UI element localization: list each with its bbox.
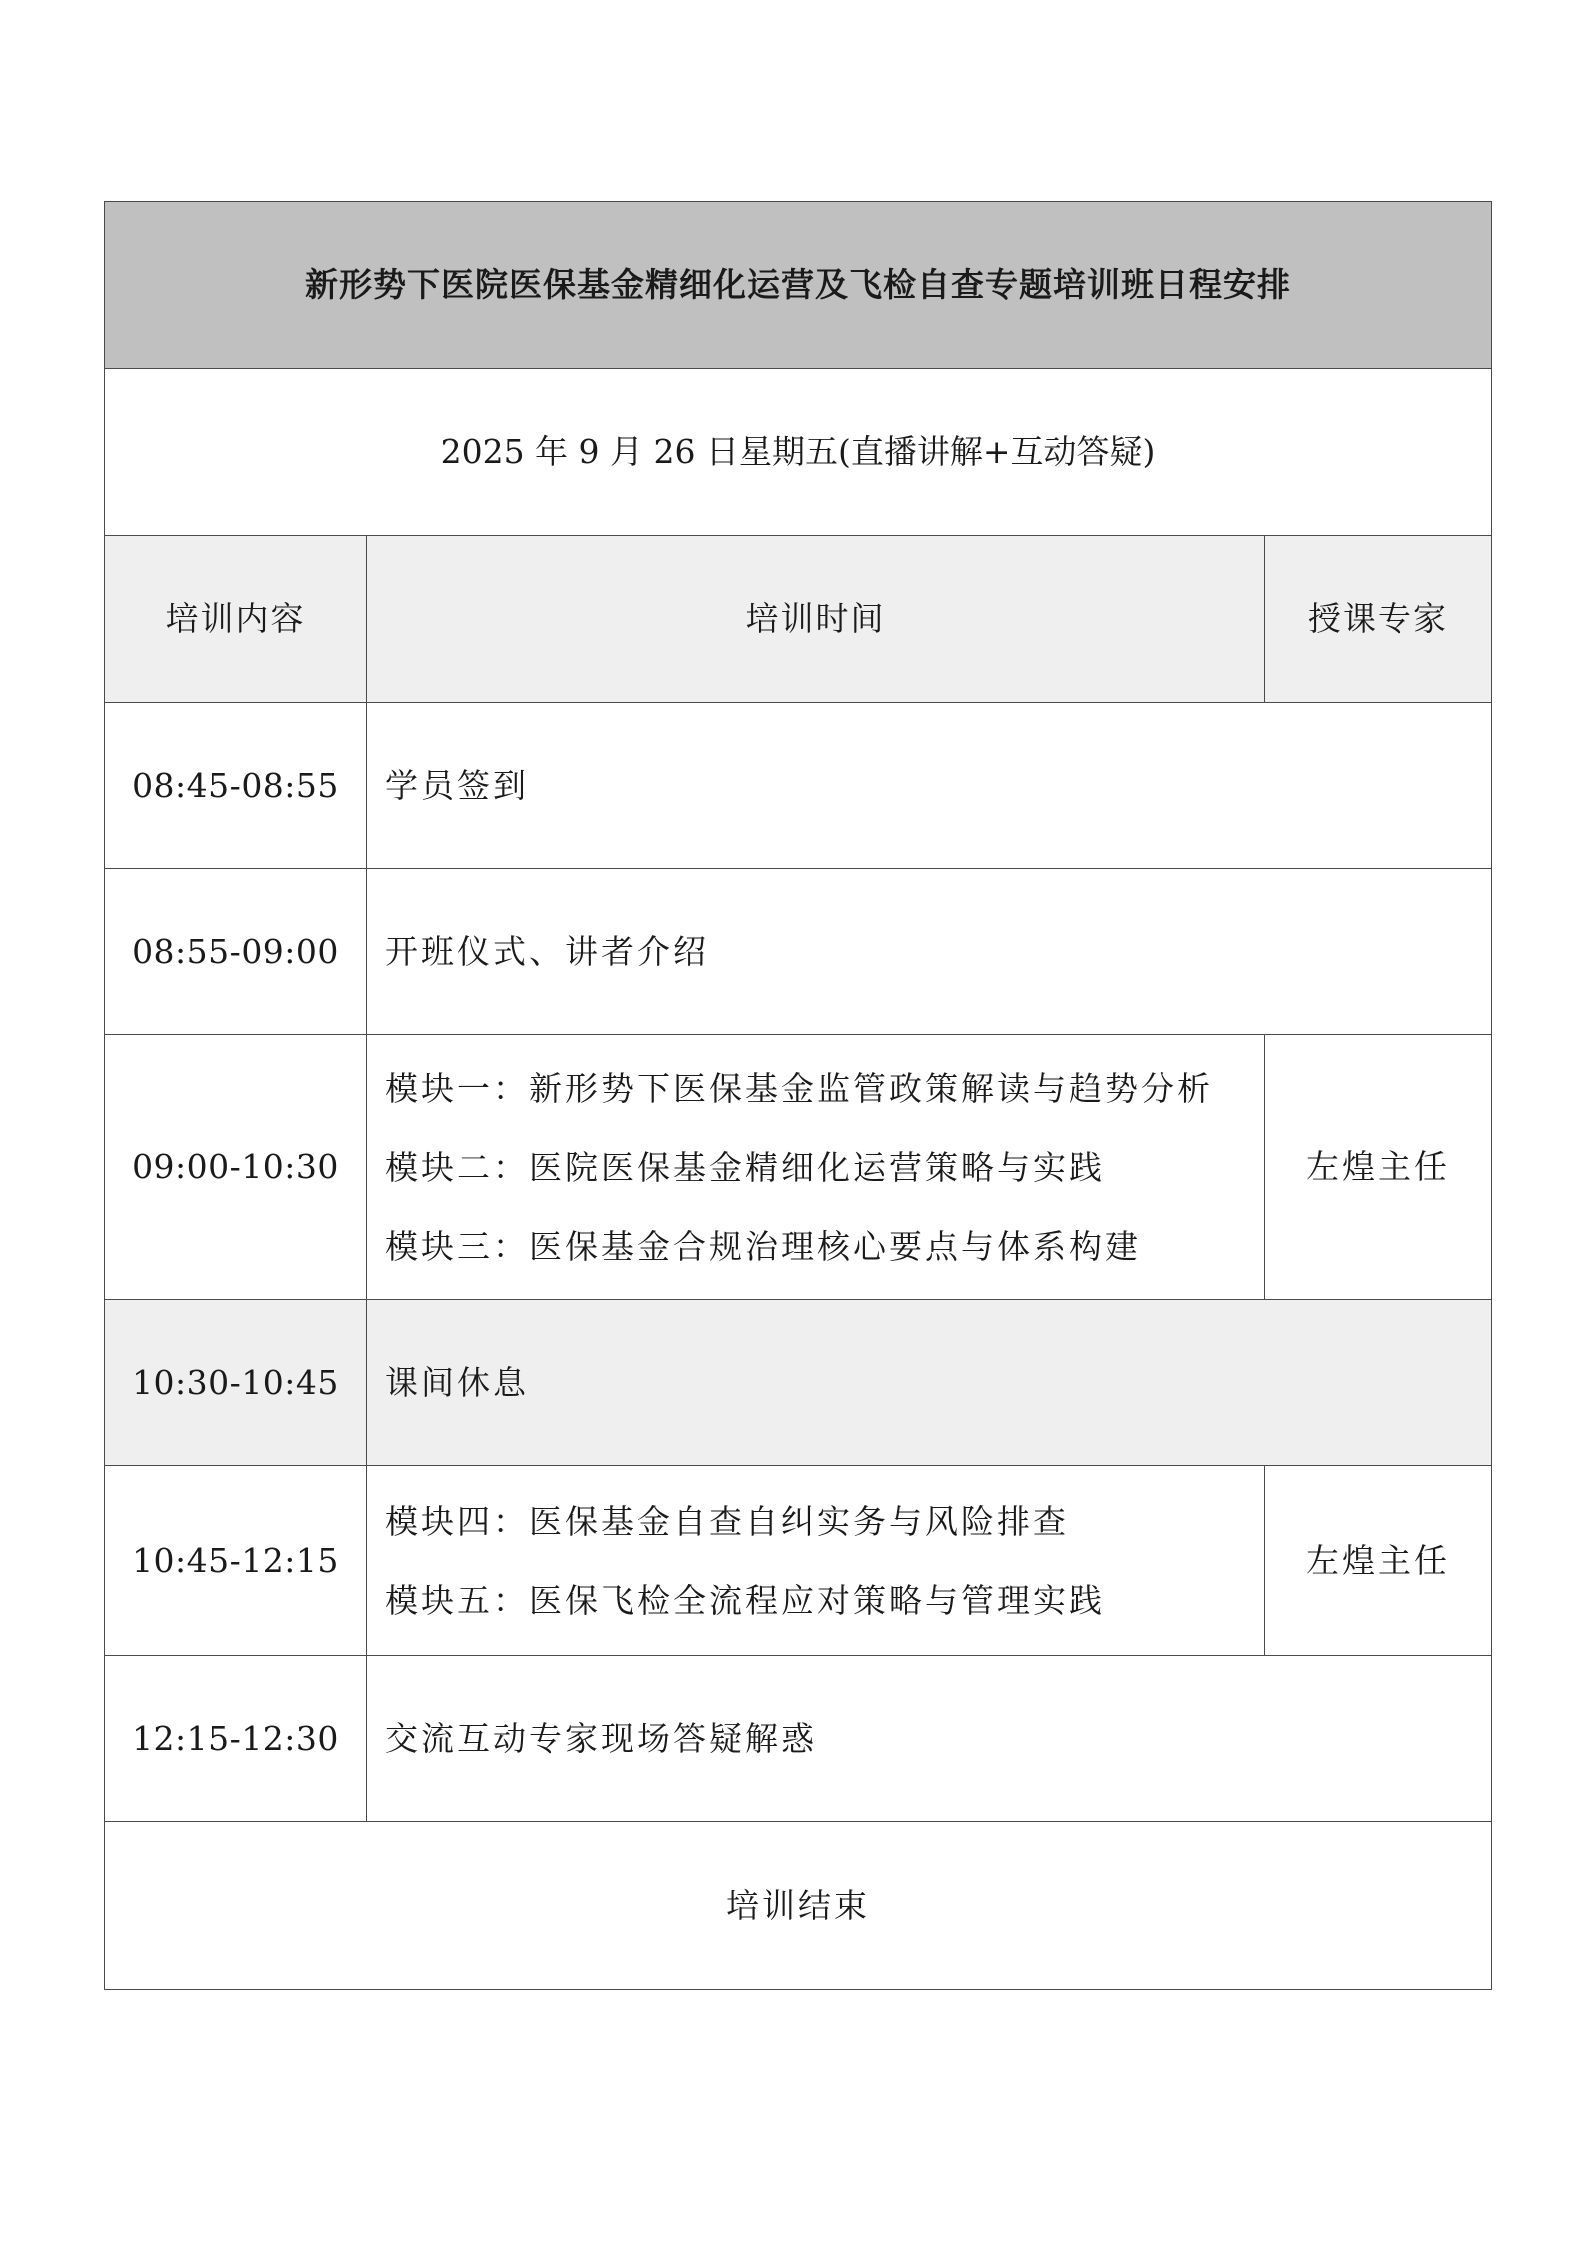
header-content: 培训内容 — [105, 536, 367, 703]
content-line: 开班仪式、讲者介绍 — [385, 932, 709, 971]
content-cell — [367, 1656, 1492, 1822]
table-row — [105, 869, 1492, 1035]
table-row — [105, 1656, 1492, 1822]
footer-row — [105, 1822, 1492, 1990]
content-line: 模块四：医保基金自查自纠实务与风险排查 — [385, 1501, 1069, 1541]
date-row — [105, 369, 1492, 536]
content-line: 交流互动专家现场答疑解惑 — [385, 1719, 817, 1758]
header-row — [105, 536, 1492, 703]
content-cell — [367, 1035, 1265, 1300]
expert-cell: 左煌主任 — [1265, 1035, 1492, 1300]
date-line: 2025 年 9 月 26 日星期五(直播讲解+互动答疑) — [105, 369, 1492, 536]
header-time: 培训时间 — [367, 536, 1265, 703]
header-expert: 授课专家 — [1265, 536, 1492, 703]
content-line: 课间休息 — [385, 1363, 529, 1402]
expert-cell: 左煌主任 — [1265, 1466, 1492, 1656]
training-end: 培训结束 — [105, 1822, 1492, 1990]
schedule-title: 新形势下医院医保基金精细化运营及飞检自查专题培训班日程安排 — [105, 202, 1492, 369]
table-row — [105, 1035, 1492, 1300]
content-line: 模块三：医保基金合规治理核心要点与体系构建 — [385, 1226, 1141, 1266]
table-row — [105, 703, 1492, 869]
time-cell: 10:30-10:45 — [105, 1300, 367, 1466]
content-line: 模块一：新形势下医保基金监管政策解读与趋势分析 — [385, 1068, 1213, 1108]
content-cell — [367, 703, 1492, 869]
time-cell: 09:00-10:30 — [105, 1035, 367, 1300]
time-cell: 10:45-12:15 — [105, 1466, 367, 1656]
content-cell — [367, 1300, 1492, 1466]
content-line: 模块五：医保飞检全流程应对策略与管理实践 — [385, 1580, 1105, 1620]
table-row — [105, 1466, 1492, 1656]
time-cell: 12:15-12:30 — [105, 1656, 367, 1822]
time-cell: 08:45-08:55 — [105, 703, 367, 869]
table-row — [105, 1300, 1492, 1466]
content-line: 学员签到 — [385, 766, 529, 805]
content-cell — [367, 1466, 1265, 1656]
title-row — [105, 202, 1492, 369]
schedule-table — [104, 201, 1492, 1990]
time-cell: 08:55-09:00 — [105, 869, 367, 1035]
content-line: 模块二：医院医保基金精细化运营策略与实践 — [385, 1147, 1105, 1187]
content-cell — [367, 869, 1492, 1035]
